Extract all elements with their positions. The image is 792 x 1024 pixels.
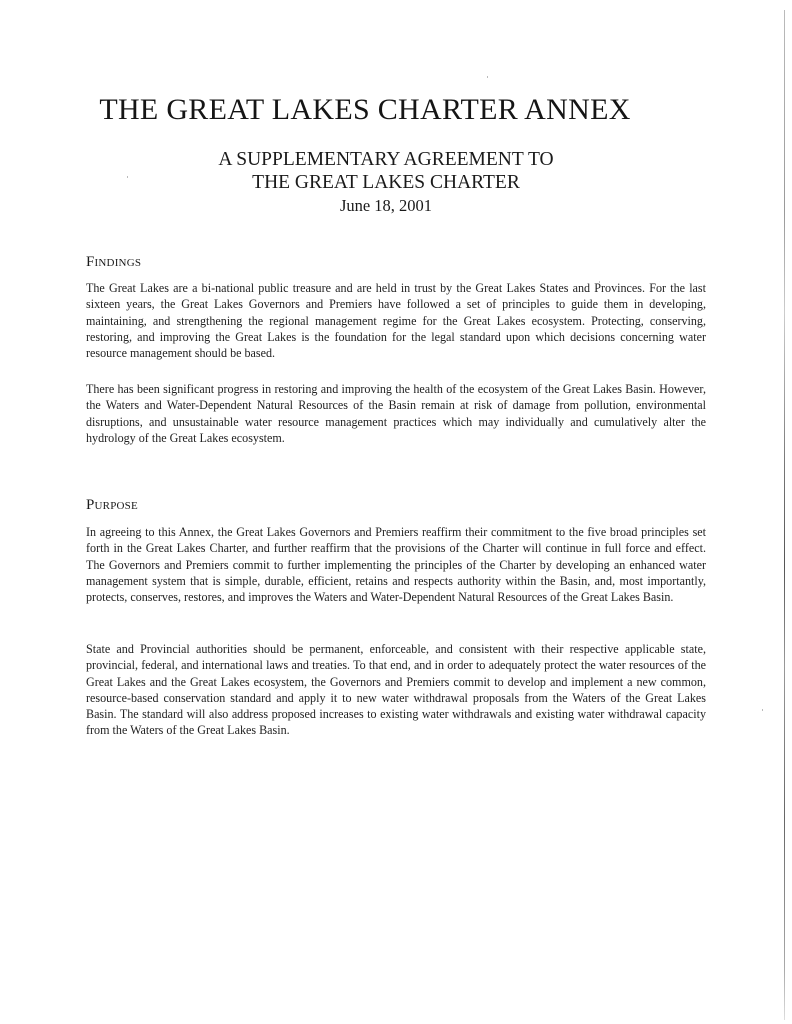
section-heading-purpose: Purpose [86,497,138,513]
document-subtitle [0,148,772,217]
scan-speck [487,76,488,78]
findings-paragraph-2: There has been significant progress in restoring and improving the health of the ecosystem of the Great Lakes Basin. However, the Waters and Water-Dependent Natural Resources of the Basin remain at risk of damage from pollution, environmental disruptions, and unsustainable water resource management practices which may individually and cumulatively alter the hydrology of the Great Lakes ecosystem. [86,382,706,445]
document-title: THE GREAT LAKES CHARTER ANNEX [99,93,631,126]
purpose-paragraph-2: State and Provincial authorities should be permanent, enforceable, and consistent with their respective applicable state, provincial, federal, and international laws and treaties. To that end, and in order to adequately protect the water resources of the Great Lakes and the Great Lakes ecosystem, the Governors and Premiers commit to develop and implement a new common, resource-based conservation standard and apply it to new water withdrawal proposals from the Waters of the Great Lakes Basin. The standard will also address proposed increases to existing water withdrawals and existing water withdrawal capacity from the Waters of the Great Lakes Basin. [86,642,706,738]
subtitle-line-2: THE GREAT LAKES CHARTER [252,172,520,193]
scan-speck [762,709,763,711]
document-date: June 18, 2001 [339,196,433,215]
findings-paragraph-1: The Great Lakes are a bi-national public treasure and are held in trust by the Great Lakes States and Provinces. For the last sixteen years, the Great Lakes Governors and Premiers have followed a set of principles to guide them in developing, maintaining, and strengthening the regional management regime for the Great Lakes ecosystem. Protecting, conserving, restoring, and improving the Great Lakes is the foundation for the legal standard upon which decisions concerning water resource management should be based. [86,281,706,361]
purpose-paragraph-1: In agreeing to this Annex, the Great Lakes Governors and Premiers reaffirm their commitment to the five broad principles set forth in the Great Lakes Charter, and further reaffirm that the provisions of the Charter will continue in full force and effect. The Governors and Premiers commit to further implementing the principles of the Charter by developing an enhanced water management system that is simple, durable, efficient, retains and respects authority within the Basin, and, most importantly, protects, conserves, restores, and improves the Waters and Water-Dependent Natural Resources of the Great Lakes Basin. [86,525,706,605]
scan-edge-line [784,10,785,1020]
subtitle-line-1: A SUPPLEMENTARY AGREEMENT TO [218,149,554,170]
section-heading-findings: Findings [86,254,142,270]
